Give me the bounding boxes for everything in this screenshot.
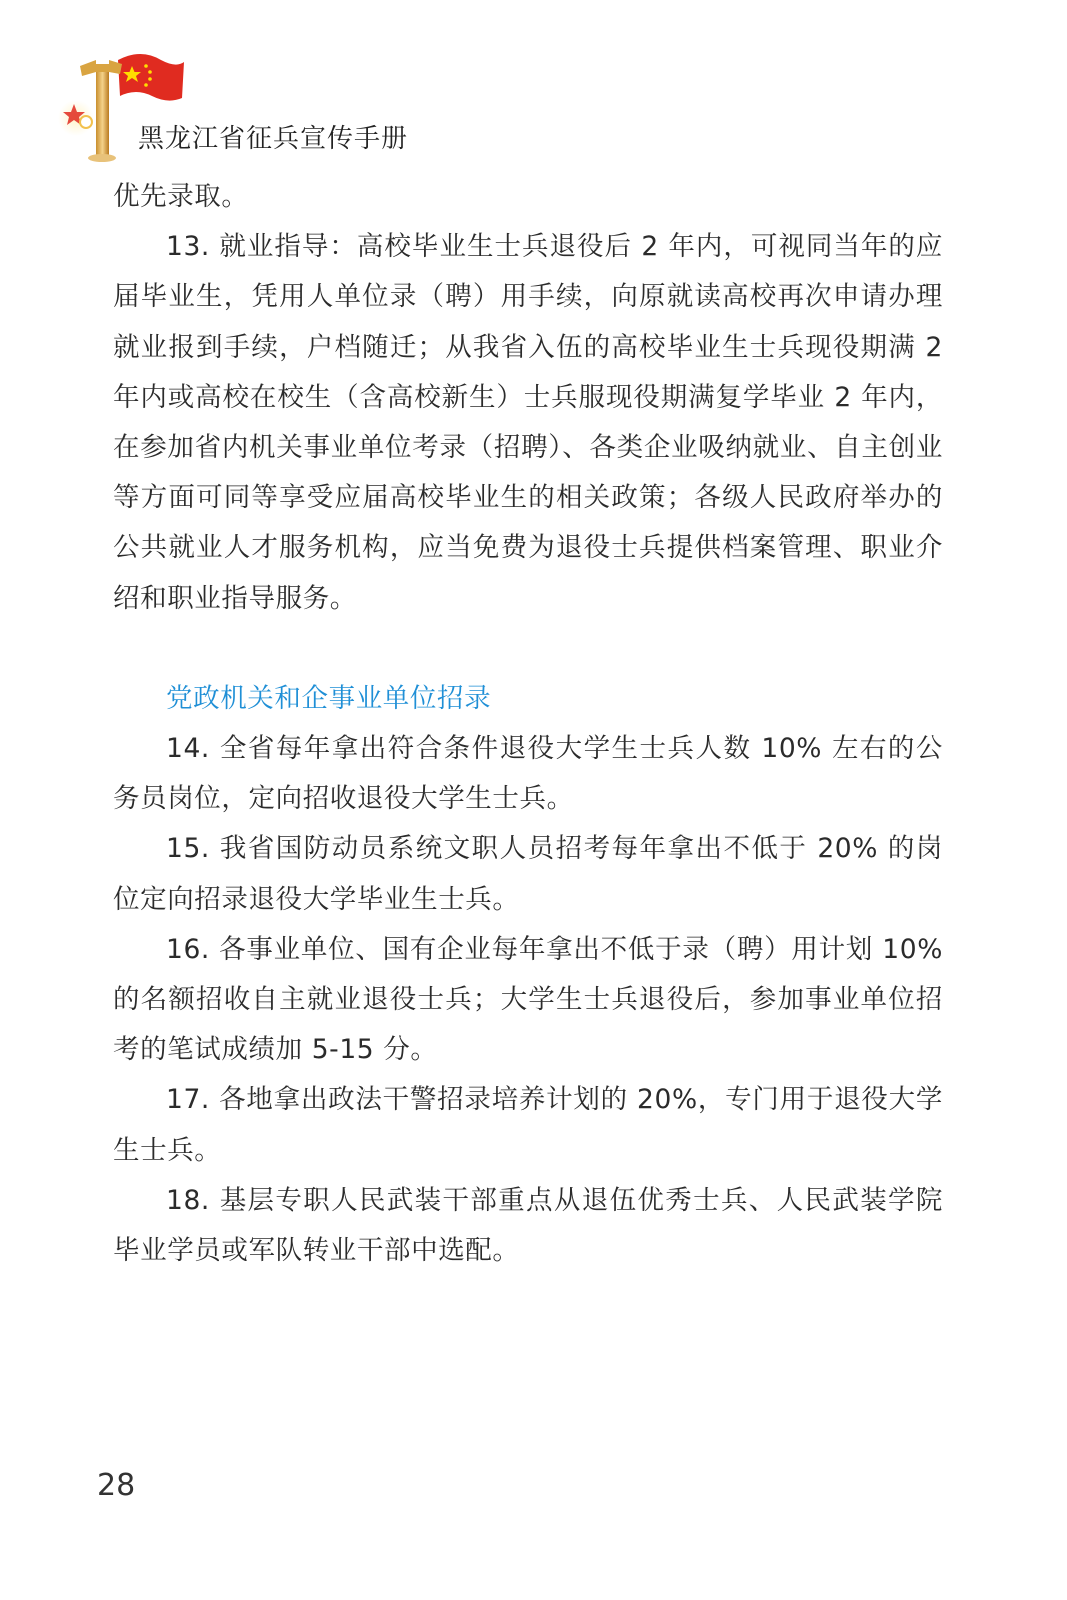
page-number: 28 [97, 1468, 136, 1503]
policy-item-14: 14. 全省每年拿出符合条件退役大学生士兵人数 10% 左右的公务员岗位，定向招收退役大学生士兵。 [113, 733, 943, 815]
policy-item-18: 18. 基层专职人民武装干部重点从退伍优秀士兵、人民武装学院毕业学员或军队转业干部中选配。 [113, 1184, 943, 1267]
page-header [56, 38, 476, 178]
policy-item-15: 15. 我省国防动员系统文职人员招考每年拿出不低于 20% 的岗位定向招录退役大学毕业生士兵。 [113, 833, 943, 915]
policy-item-16: 16. 各事业单位、国有企业每年拿出不低于录（聘）用计划 10% 的名额招收自主就业退役士兵；大学生士兵退役后，参加事业单位招考的笔试成绩加 5-15 分。 [113, 933, 943, 1066]
continuation-text: 优先录取。 [113, 181, 249, 212]
policy-item-13: 13. 就业指导：高校毕业生士兵退役后 2 年内，可视同当年的应届毕业生，凭用人单位录（聘）用手续，向原就读高校再次申请办理就业报到手续，户档随迁；从我省入伍的高校毕业生士兵现役期满 2 年内或高校在校生（含高校新生）士兵服现役期满复学毕业 2 年内，在参加省内机关事业单位考录（招聘）、各类企业吸纳就业、自主创业等方面可同等享受应届高校毕业生的相关政策；各级人民政府举办的公共就业人才服务机构，应当免费为退役士兵提供档案管理、职业介绍和职业指导服务。 [113, 231, 943, 614]
handbook-title: 黑龙江省征兵宣传手册 [138, 124, 409, 154]
section-heading: 党政机关和企事业单位招录 [166, 682, 492, 714]
page-body [113, 172, 943, 1276]
policy-item-17: 17. 各地拿出政法干警招录培养计划的 20%，专门用于退役大学生士兵。 [113, 1084, 943, 1166]
